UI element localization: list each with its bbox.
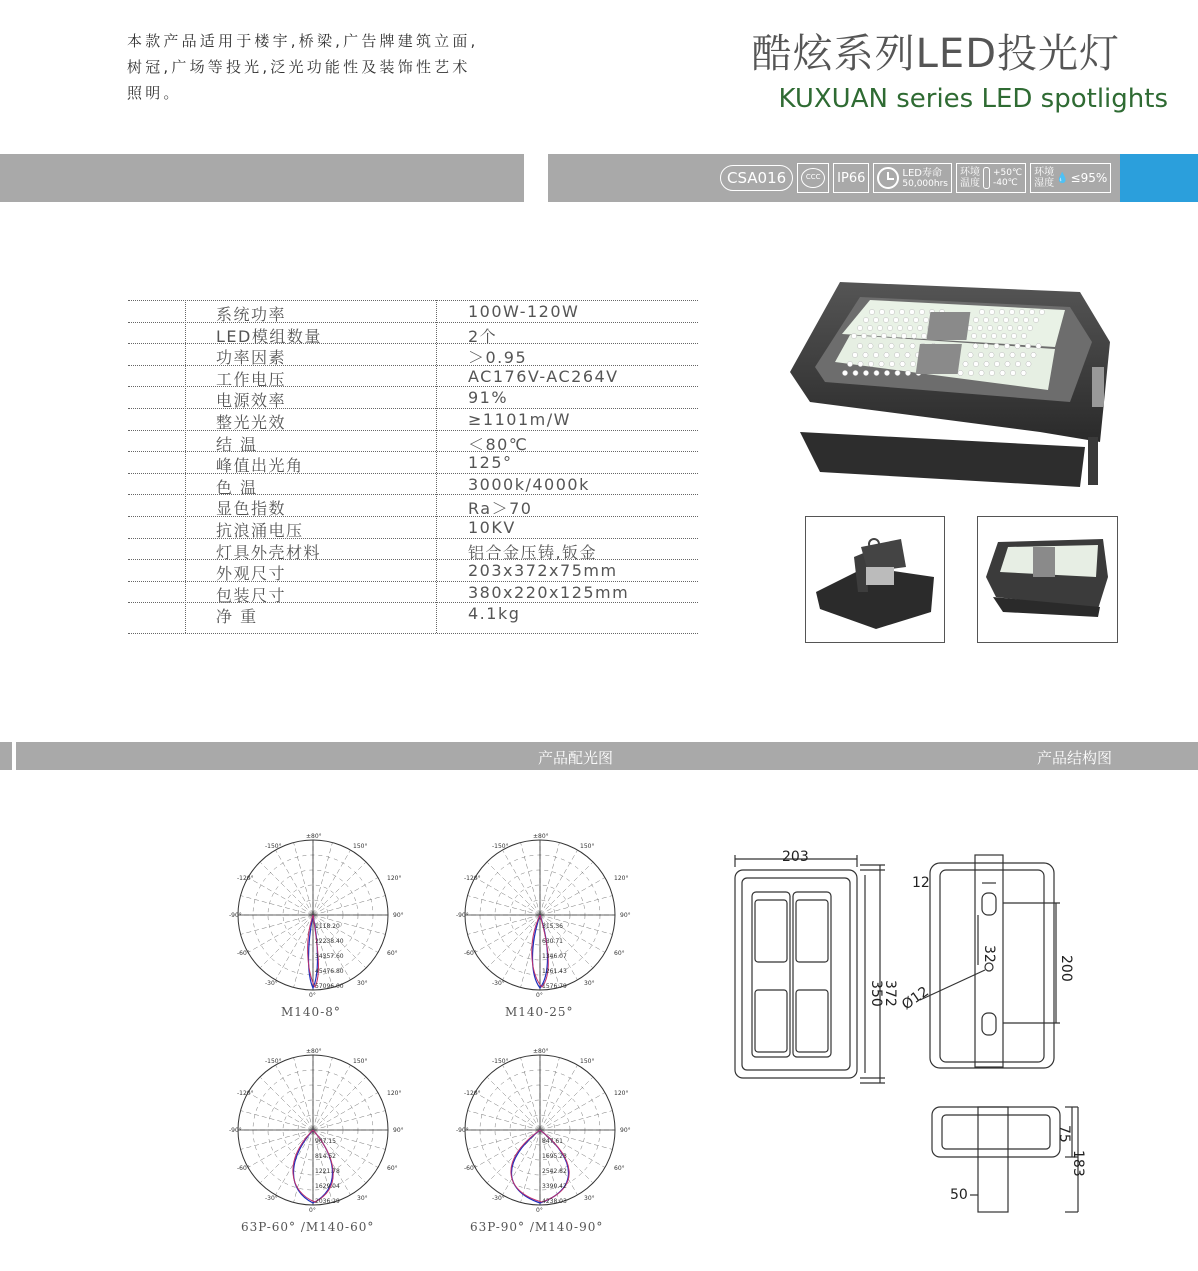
polar-value-label: 1695.23 <box>542 1153 567 1160</box>
spec-row <box>128 408 698 430</box>
polar-angle-label: -90° <box>456 1127 469 1134</box>
polar-angle-label: -120° <box>464 875 481 882</box>
polar-angle-label: -150° <box>492 843 509 850</box>
section-band <box>16 742 1198 770</box>
dim-bottom-183: 183 <box>1070 1150 1086 1177</box>
product-thumbnail-front <box>977 516 1118 643</box>
polar-value-label: 315.36 <box>542 923 563 930</box>
polar-angle-label: 30° <box>357 1195 368 1202</box>
temp-label-2: 温度 <box>959 178 980 189</box>
spec-row <box>128 602 698 627</box>
spec-value: ＜80℃ <box>468 434 529 454</box>
polar-value-label: 34357.60 <box>315 953 344 960</box>
polar-caption: 63P-60° /M140-60° <box>241 1220 375 1234</box>
dim-side-200: 200 <box>1058 955 1074 982</box>
dim-side-12: 12 <box>912 875 930 891</box>
polar-angle-label: -60° <box>464 1165 477 1172</box>
structure-drawing <box>720 845 1100 1225</box>
polar-value-label: 1221.78 <box>315 1168 340 1175</box>
spec-row <box>128 581 698 603</box>
spec-key: 色 温 <box>216 477 258 497</box>
spec-row <box>128 516 698 538</box>
droplet-icon: 💧 <box>1056 172 1069 184</box>
polar-top-label: ±80° <box>533 833 549 840</box>
spec-key: 结 温 <box>216 434 258 454</box>
spec-value: 4.1kg <box>468 604 521 624</box>
section-light-distribution: 产品配光图 <box>538 749 614 767</box>
polar-angle-label: 60° <box>387 1165 398 1172</box>
polar-angle-label: 120° <box>387 875 402 882</box>
polar-value-label: 22238.40 <box>315 938 344 945</box>
spec-row <box>128 473 698 495</box>
polar-angle-label: -90° <box>229 1127 242 1134</box>
spec-value: 203x372x75mm <box>468 561 618 581</box>
polar-angle-label: 0° <box>536 992 543 999</box>
hum-value: ≤95% <box>1070 170 1108 185</box>
polar-caption: M140-25° <box>505 1005 574 1019</box>
polar-angle-label: -150° <box>265 1058 282 1065</box>
spec-key: 包装尺寸 <box>216 585 287 605</box>
polar-value-label: 630.71 <box>542 938 563 945</box>
product-thumbnail-bracket <box>805 516 945 643</box>
spec-row <box>128 343 698 368</box>
spec-row <box>128 494 698 519</box>
polar-angle-label: 60° <box>614 950 625 957</box>
polar-angle-label: 150° <box>353 1058 368 1065</box>
spec-value: AC176V-AC264V <box>468 366 619 386</box>
polar-angle-label: 90° <box>620 912 631 919</box>
polar-angle-label: 30° <box>584 1195 595 1202</box>
spec-value: 10KV <box>468 517 516 537</box>
polar-angle-label: -60° <box>237 1165 250 1172</box>
spec-row <box>128 538 698 560</box>
header-band-accent <box>1120 154 1198 202</box>
intro-line: 照明。 <box>127 84 182 102</box>
polar-value-label: 847.61 <box>542 1138 563 1145</box>
ccc-icon: CCC <box>801 168 825 188</box>
product-main-image <box>780 272 1120 492</box>
polar-angle-label: -30° <box>492 1195 505 1202</box>
spec-row <box>128 365 698 387</box>
spec-key: 系统功率 <box>216 305 287 324</box>
polar-angle-label: -120° <box>464 1090 481 1097</box>
polar-angle-label: -30° <box>265 1195 278 1202</box>
intro-line: 树冠,广场等投光,泛光功能性及装饰性艺术 <box>127 58 471 76</box>
polar-value-label: 2036.29 <box>315 1198 340 1205</box>
spec-key: 峰值出光角 <box>216 456 304 476</box>
spec-value: ≥1101m/W <box>468 409 571 429</box>
polar-angle-label: 30° <box>357 980 368 987</box>
spec-key: 功率因素 <box>216 348 287 368</box>
temp-high: +50℃ <box>992 168 1023 178</box>
spec-row <box>128 322 698 344</box>
spec-value: ＞0.95 <box>468 348 528 368</box>
spec-key: 整光光效 <box>216 412 287 432</box>
spec-key: 净 重 <box>216 607 258 627</box>
dim-front-width: 203 <box>782 849 809 865</box>
clock-icon <box>877 167 899 189</box>
polar-angle-label: 0° <box>309 992 316 999</box>
life-title: LED寿命 <box>902 167 942 179</box>
polar-angle-label: 120° <box>614 1090 629 1097</box>
spec-row <box>128 386 698 411</box>
polar-caption: M140-8° <box>281 1005 341 1019</box>
spec-value: 2个 <box>468 326 498 346</box>
header-band-left <box>0 154 524 202</box>
hum-label-2: 湿度 <box>1034 178 1055 189</box>
polar-angle-label: 150° <box>353 843 368 850</box>
dim-front-h1: 350 <box>868 980 884 1007</box>
polar-angle-label: 60° <box>387 950 398 957</box>
polar-value-label: 907.15 <box>315 1138 336 1145</box>
spec-table <box>128 300 698 627</box>
polar-angle-label: 150° <box>580 843 595 850</box>
dim-side-32: 32 <box>981 945 997 963</box>
intro-line: 本款产品适用于楼宇,桥梁,广告牌建筑立面, <box>127 32 479 50</box>
polar-angle-label: 0° <box>309 1207 316 1214</box>
polar-angle-label: 120° <box>387 1090 402 1097</box>
polar-angle-label: 0° <box>536 1207 543 1214</box>
life-badge <box>873 163 952 193</box>
spec-value: 100W-120W <box>468 302 580 321</box>
spec-row <box>128 559 698 584</box>
polar-value-label: 1346.07 <box>542 953 567 960</box>
polar-angle-label: -90° <box>456 912 469 919</box>
polar-value-label: 57096.00 <box>315 983 344 990</box>
spec-row <box>128 451 698 476</box>
spec-value: 380x220x125mm <box>468 582 630 602</box>
spec-value: Ra＞70 <box>468 499 533 519</box>
intro-text <box>127 28 537 106</box>
polar-value-label: 3390.42 <box>542 1183 567 1190</box>
title-english: KUXUAN series LED spotlights <box>778 84 1168 114</box>
model-badge: CSA016 <box>720 165 793 191</box>
temperature-badge <box>956 163 1026 193</box>
spec-value: 3000k/4000k <box>468 474 590 494</box>
dim-bottom-50: 50 <box>950 1187 968 1203</box>
polar-angle-label: -30° <box>492 980 505 987</box>
spec-key: 工作电压 <box>216 369 287 389</box>
polar-angle-label: 90° <box>393 912 404 919</box>
polar-angle-label: -60° <box>464 950 477 957</box>
polar-angle-label: -120° <box>237 1090 254 1097</box>
spec-table-bottom-rule <box>128 633 698 634</box>
polar-angle-label: -60° <box>237 950 250 957</box>
section-structure: 产品结构图 <box>1037 749 1113 767</box>
polar-chart <box>456 830 631 1000</box>
polar-angle-label: -90° <box>229 912 242 919</box>
dim-side-hole: Ø12 <box>899 983 932 1014</box>
humidity-badge <box>1030 163 1111 193</box>
hum-label-1: 环境 <box>1034 167 1055 178</box>
section-band-left <box>0 742 12 770</box>
polar-angle-label: -120° <box>237 875 254 882</box>
polar-top-label: ±80° <box>306 1048 322 1055</box>
spec-key: LED模组数量 <box>216 326 322 346</box>
spec-value: 铝合金压铸,钣金 <box>468 542 598 562</box>
dim-bottom-75: 75 <box>1056 1125 1072 1143</box>
life-value: 50,000hrs <box>902 178 948 189</box>
spec-value: 91% <box>468 388 509 408</box>
polar-chart <box>456 1045 631 1215</box>
polar-angle-label: 150° <box>580 1058 595 1065</box>
spec-row <box>128 300 698 322</box>
polar-angle-label: 90° <box>393 1127 404 1134</box>
polar-value-label: 1629.04 <box>315 1183 340 1190</box>
polar-angle-label: -150° <box>492 1058 509 1065</box>
temp-low: -40℃ <box>992 178 1018 188</box>
title-chinese: 酷炫系列LED投光灯 <box>751 31 1120 77</box>
polar-value-label: 1576.79 <box>542 983 567 990</box>
polar-chart <box>229 830 404 1000</box>
spec-value: 125° <box>468 453 513 473</box>
spec-key: 电源效率 <box>216 391 287 411</box>
polar-caption: 63P-90° /M140-90° <box>470 1220 604 1234</box>
polar-angle-label: 60° <box>614 1165 625 1172</box>
spec-key: 灯具外壳材料 <box>216 542 322 562</box>
thermometer-icon <box>983 167 990 189</box>
polar-value-label: 814.52 <box>315 1153 336 1160</box>
spec-row <box>128 430 698 452</box>
spec-key: 外观尺寸 <box>216 564 287 584</box>
polar-top-label: ±80° <box>306 833 322 840</box>
front-view <box>735 855 885 1083</box>
polar-value-label: 2542.82 <box>542 1168 567 1175</box>
dim-front-h2: 372 <box>882 980 898 1007</box>
ip-badge: IP66 <box>833 163 869 193</box>
polar-angle-label: 120° <box>614 875 629 882</box>
polar-angle-label: -150° <box>265 843 282 850</box>
ccc-badge <box>797 163 829 193</box>
polar-angle-label: 30° <box>584 980 595 987</box>
spec-key: 显色指数 <box>216 499 287 519</box>
polar-angle-label: 90° <box>620 1127 631 1134</box>
spec-key: 抗浪涌电压 <box>216 520 304 540</box>
polar-value-label: 4238.03 <box>542 1198 567 1205</box>
polar-angle-label: -30° <box>265 980 278 987</box>
polar-top-label: ±80° <box>533 1048 549 1055</box>
polar-value-label: 45476.80 <box>315 968 344 975</box>
polar-value-label: 1261.43 <box>542 968 567 975</box>
polar-value-label: 1118.20 <box>315 923 340 930</box>
temp-label-1: 环境 <box>959 167 980 178</box>
certification-badges <box>720 161 1111 195</box>
polar-chart <box>229 1045 404 1215</box>
